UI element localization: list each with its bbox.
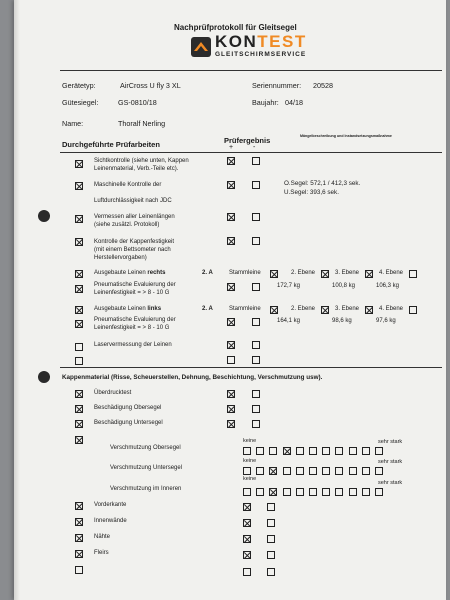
check-front-edge[interactable] (75, 502, 83, 510)
check-lines-measure[interactable] (75, 215, 83, 223)
check-pneumatic-right[interactable] (75, 285, 83, 293)
dirt-top-box-6[interactable] (309, 447, 317, 455)
logo-subtitle: GLEITSCHIRMSERVICE (215, 51, 307, 58)
result-sight-minus[interactable] (252, 157, 260, 165)
dirt-bottom-box-1[interactable] (243, 467, 251, 475)
check-pneumatic-left[interactable] (75, 320, 83, 328)
level4-right: 4. Ebene (379, 270, 404, 276)
dirt-bottom-box-7[interactable] (322, 467, 330, 475)
result-fleece-plus[interactable] (243, 551, 251, 559)
dirt-bottom-very: sehr stark (378, 459, 403, 465)
dirt-inside-box-2[interactable] (256, 488, 264, 496)
year-value: 04/18 (285, 98, 303, 107)
result-seams-plus[interactable] (243, 535, 251, 543)
stammleine-right: Stammleine (229, 270, 261, 276)
dirt-top-box-1[interactable] (243, 447, 251, 455)
name-value: Thoralf Nerling (118, 119, 166, 128)
label-dirt-bottom: Verschmutzung Untersegel (110, 465, 183, 471)
result-extra-plus[interactable] (227, 356, 235, 364)
result-front-edge-minus[interactable] (267, 503, 275, 511)
label-machine-2: Luftdurchlässigkeit nach JDC (94, 198, 172, 204)
level4-left: 4. Ebene (379, 306, 404, 312)
punch-hole-bottom (38, 371, 50, 383)
check-pressure[interactable] (75, 390, 83, 398)
level3-left: 3. Ebene (335, 306, 360, 312)
dirt-top-box-8[interactable] (335, 447, 343, 455)
dirt-inside-box-1[interactable] (243, 488, 251, 496)
result-sight-plus[interactable] (227, 157, 235, 165)
result-top-damage-minus[interactable] (252, 405, 260, 413)
checks-heading: Durchgeführte Prüfarbeiten (62, 140, 160, 149)
label-front-edge: Vorderkante (94, 502, 127, 508)
label-top-damage: Beschädigung Obersegel (94, 405, 162, 411)
dirt-inside-box-10[interactable] (362, 488, 370, 496)
seal-value: GS-0810/18 (118, 98, 157, 107)
dirt-bottom-box-11[interactable] (375, 467, 383, 475)
dirt-inside-box-5[interactable] (296, 488, 304, 496)
left-stamm-check[interactable] (270, 306, 278, 314)
dirt-top-box-2[interactable] (256, 447, 264, 455)
dirt-top-box-3[interactable] (269, 447, 277, 455)
dirt-top-very: sehr stark (378, 439, 403, 445)
label-laser: Laservermessung der Leinen (94, 342, 172, 348)
dirt-bottom-box-9[interactable] (349, 467, 357, 475)
seal-label: Gütesiegel: (62, 98, 99, 107)
label-sight-2: Leinenmaterial, Verb.-Teile etc). (94, 166, 179, 172)
protocol-sheet (14, 0, 446, 600)
left-value-1: 164,1 kg (277, 318, 301, 324)
dirt-bottom-box-10[interactable] (362, 467, 370, 475)
dirt-bottom-none: keine (243, 458, 257, 464)
porosity-top: O.Segel: 572,1 / 412,3 sek. (284, 180, 361, 187)
dirt-top-box-4[interactable] (283, 447, 291, 455)
label-fleece: Fleirs (94, 550, 109, 556)
right-value-2: 100,8 kg (332, 283, 356, 289)
porosity-bottom: U.Segel: 393,6 sek. (284, 189, 339, 196)
result-pneumatic-right-minus[interactable] (252, 283, 260, 291)
dirt-bottom-box-6[interactable] (309, 467, 317, 475)
label-canopy-strength: Kontrolle der Kappenfestigkeit (94, 239, 175, 245)
removed-left-prefix: Ausgebaute Leinen (94, 306, 148, 312)
result-pneumatic-right-plus[interactable] (227, 283, 235, 291)
right-level4-check[interactable] (409, 270, 417, 278)
dirt-top-none: keine (243, 438, 257, 444)
logo-word-test: TEST (257, 32, 307, 51)
left-level3-check[interactable] (365, 306, 373, 314)
left-value-2: 98,6 kg (332, 318, 352, 324)
serial-label: Seriennummer: (252, 81, 302, 90)
dirt-bottom-box-3[interactable] (269, 467, 277, 475)
removed-right-suffix: 2. A (202, 270, 213, 276)
dirt-bottom-box-2[interactable] (256, 467, 264, 475)
check-laser[interactable] (75, 343, 83, 351)
result-pneumatic-left-minus[interactable] (252, 318, 260, 326)
label-pneumatic-left: Pneumatische Evaluierung der (94, 317, 176, 323)
check-empty[interactable] (75, 566, 83, 574)
result-empty-plus[interactable] (243, 568, 251, 576)
minus-header: - (253, 144, 256, 151)
result-extra-minus[interactable] (252, 356, 260, 364)
label-removed-right (94, 270, 165, 278)
result-empty-minus[interactable] (267, 568, 275, 576)
check-top-damage[interactable] (75, 405, 83, 413)
label-machine: Maschinelle Kontrolle der (94, 182, 162, 188)
level2-right: 2. Ebene (291, 270, 316, 276)
dirt-inside-box-6[interactable] (309, 488, 317, 496)
dirt-inside-box-11[interactable] (375, 488, 383, 496)
label-dirt-top: Verschmutzung Obersegel (110, 445, 181, 451)
punch-hole-top (38, 210, 50, 222)
check-seams[interactable] (75, 534, 83, 542)
result-strength-plus[interactable] (227, 237, 235, 245)
page-shadow (14, 0, 20, 600)
check-canopy-strength[interactable] (75, 238, 83, 246)
result-machine-minus[interactable] (252, 181, 260, 189)
checks-rule (60, 152, 442, 153)
label-pneumatic-right: Pneumatische Evaluierung der (94, 282, 176, 288)
left-level2-check[interactable] (321, 306, 329, 314)
label-dirt-inside: Verschmutzung im Inneren (110, 486, 182, 492)
result-inner-walls-plus[interactable] (243, 519, 251, 527)
check-sight[interactable] (75, 160, 83, 168)
dirt-bottom-box-4[interactable] (283, 467, 291, 475)
result-heading: Prüfergebnis (224, 136, 271, 145)
stammleine-left: Stammleine (229, 306, 261, 312)
document-title: Nachprüfprotokoll für Gleitsegel (174, 23, 297, 32)
dirt-top-box-7[interactable] (322, 447, 330, 455)
right-level2-check[interactable] (321, 270, 329, 278)
removed-right-prefix: Ausgebaute Leinen (94, 270, 148, 276)
result-front-edge-plus[interactable] (243, 503, 251, 511)
type-label: Gerätetyp: (62, 81, 96, 90)
dirt-inside-none: keine (243, 476, 257, 482)
serial-value: 20528 (313, 81, 333, 90)
type-value: AirCross U fly 3 XL (120, 81, 181, 90)
dirt-top-box-5[interactable] (296, 447, 304, 455)
canopy-heading: Kappenmaterial (Risse, Scheuerstellen, Dehnung, Beschichtung, Verschmutzung usw). (62, 374, 323, 381)
result-lines-plus[interactable] (227, 213, 235, 221)
result-laser-minus[interactable] (252, 341, 260, 349)
check-bottom-damage[interactable] (75, 420, 83, 428)
dirt-bottom-box-8[interactable] (335, 467, 343, 475)
check-extra[interactable] (75, 357, 83, 365)
right-value-1: 172,7 kg (277, 283, 301, 289)
notes-heading: Mängelbeschreibung und Instandsetzungsmaßnahme (300, 134, 392, 138)
check-dirt[interactable] (75, 436, 83, 444)
check-inner-walls[interactable] (75, 518, 83, 526)
label-seams: Nähte (94, 534, 111, 540)
result-pressure-plus[interactable] (227, 390, 235, 398)
result-pneumatic-left-plus[interactable] (227, 318, 235, 326)
result-bottom-damage-minus[interactable] (252, 420, 260, 428)
dirt-top-box-10[interactable] (362, 447, 370, 455)
removed-left-bold: links (147, 306, 162, 312)
level3-right: 3. Ebene (335, 270, 360, 276)
result-strength-minus[interactable] (252, 237, 260, 245)
dirt-inside-box-4[interactable] (283, 488, 291, 496)
logo-word-kon: KON (215, 32, 258, 51)
logo-wordmark (215, 32, 307, 52)
label-lines-measure: Vermessen aller Leinenlängen (94, 214, 175, 220)
dirt-inside-box-8[interactable] (335, 488, 343, 496)
dirt-inside-box-7[interactable] (322, 488, 330, 496)
plus-header: + (229, 144, 234, 151)
year-label: Baujahr: (252, 98, 279, 107)
result-top-damage-plus[interactable] (227, 405, 235, 413)
check-machine[interactable] (75, 182, 83, 190)
check-removed-right[interactable] (75, 270, 83, 278)
label-canopy-strength-2: (mit einem Bettsometer nach (94, 247, 171, 253)
left-value-3: 97,6 kg (376, 318, 396, 324)
dirt-top-box-11[interactable] (375, 447, 383, 455)
check-removed-left[interactable] (75, 306, 83, 314)
result-lines-minus[interactable] (252, 213, 260, 221)
label-removed-left (94, 306, 161, 314)
dirt-inside-box-3[interactable] (269, 488, 277, 496)
dirt-inside-very: sehr stark (378, 480, 403, 486)
label-pressure: Überdrucktest (94, 390, 132, 396)
right-level3-check[interactable] (365, 270, 373, 278)
result-inner-walls-minus[interactable] (267, 519, 275, 527)
dirt-inside-box-9[interactable] (349, 488, 357, 496)
removed-right-bold: rechts (147, 270, 166, 276)
dirt-bottom-box-5[interactable] (296, 467, 304, 475)
label-bottom-damage: Beschädigung Untersegel (94, 420, 163, 426)
left-level4-check[interactable] (409, 306, 417, 314)
logo-badge-icon (190, 36, 212, 58)
name-label: Name: (62, 119, 84, 128)
label-pneumatic-left-2: Leinenfestigkeit = > 8 - 10 G (94, 325, 170, 331)
canopy-rule (60, 367, 442, 368)
right-stamm-check[interactable] (270, 270, 278, 278)
label-lines-measure-2: (siehe zusätzl. Protokoll) (94, 222, 160, 228)
result-pressure-minus[interactable] (252, 390, 260, 398)
dirt-top-box-9[interactable] (349, 447, 357, 455)
label-sight: Sichtkontrolle (siehe unten, Kappen (94, 158, 189, 164)
removed-left-suffix: 2. A (202, 306, 213, 312)
label-pneumatic-right-2: Leinenfestigkeit = > 8 - 10 G (94, 290, 170, 296)
result-machine-plus[interactable] (227, 181, 235, 189)
level2-left: 2. Ebene (291, 306, 316, 312)
result-bottom-damage-plus[interactable] (227, 420, 235, 428)
label-inner-walls: Innenwände (94, 518, 127, 524)
result-fleece-minus[interactable] (267, 551, 275, 559)
result-laser-plus[interactable] (227, 341, 235, 349)
right-value-3: 106,3 kg (376, 283, 400, 289)
label-canopy-strength-3: Herstellervorgaben) (94, 255, 147, 261)
check-fleece[interactable] (75, 550, 83, 558)
result-seams-minus[interactable] (267, 535, 275, 543)
header-rule (60, 70, 442, 71)
